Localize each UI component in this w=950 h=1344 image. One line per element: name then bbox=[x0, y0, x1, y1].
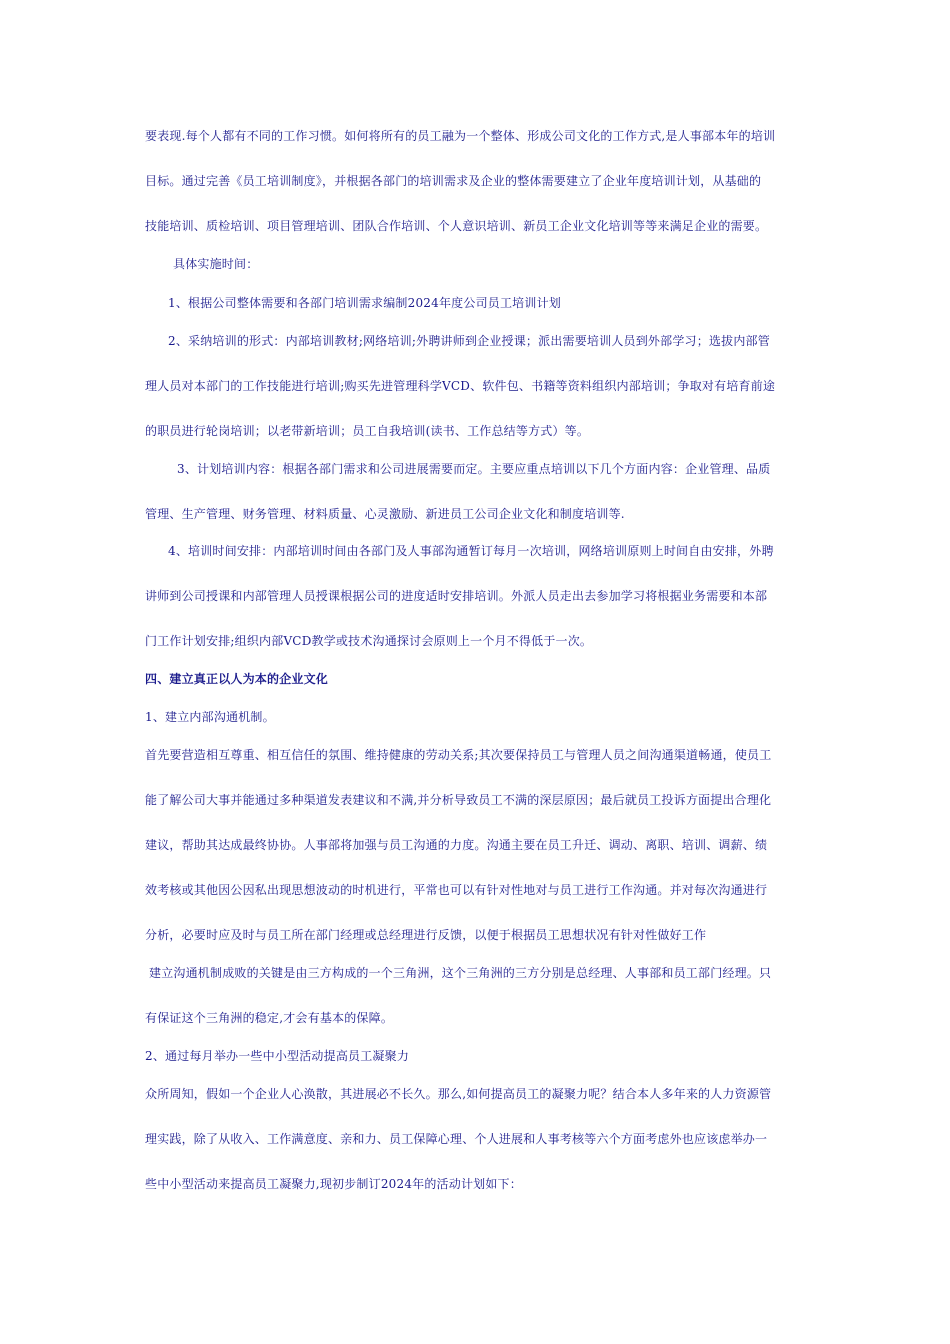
paragraph-line: 首先要营造相互尊重、相互信任的氛围、维持健康的劳动关系;其次要保持员工与管理人员之间沟通渠道畅通，使员工 bbox=[145, 748, 772, 762]
list-item: 4、培训时间安排：内部培训时间由各部门及人事部沟通暂订每月一次培训，网络培训原则上时间自由安排，外聘 bbox=[168, 544, 774, 558]
paragraph-line: 能了解公司大事并能通过多种渠道发表建议和不满,并分析导致员工不满的深层原因；最后就员工投诉方面提出合理化 bbox=[145, 793, 772, 807]
subsection-heading: 1、建立内部沟通机制。 bbox=[145, 710, 275, 724]
paragraph-line: 建立沟通机制成败的关键是由三方构成的一个三角洲，这个三角洲的三方分别是总经理、人事部和员工部门经理。只 bbox=[149, 966, 772, 980]
paragraph-line: 众所周知，假如一个企业人心涣散，其进展必不长久。那么,如何提高员工的凝聚力呢？结合本人多年来的人力资源管 bbox=[145, 1087, 772, 1101]
paragraph-line: 门工作计划安排;组织内部VCD教学或技术沟通探讨会原则上一个月不得低于一次。 bbox=[145, 634, 593, 648]
paragraph-line: 目标。通过完善《员工培训制度》，并根据各部门的培训需求及企业的整体需要建立了企业年度培训计划，从基础的 bbox=[145, 174, 762, 188]
paragraph-line: 分析，必要时应及时与员工所在部门经理或总经理进行反馈，以便于根据员工思想状况有针对性做好工作 bbox=[145, 928, 707, 942]
paragraph-line: 有保证这个三角洲的稳定,才会有基本的保障。 bbox=[145, 1011, 394, 1025]
paragraph-line: 理实践，除了从收入、工作满意度、亲和力、员工保障心理、个人进展和人事考核等六个方面考虑外也应该虑举办一 bbox=[145, 1132, 768, 1146]
paragraph-line: 管理、生产管理、财务管理、材料质量、心灵激励、新进员工公司企业文化和制度培训等. bbox=[145, 507, 625, 521]
section-label: 具体实施时间： bbox=[173, 257, 259, 271]
paragraph-line: 技能培训、质检培训、项目管理培训、团队合作培训、个人意识培训、新员工企业文化培训等等来满足企业的需要。 bbox=[145, 219, 768, 233]
paragraph-line: 要表现.每个人都有不同的工作习惯。如何将所有的员工融为一个整体、形成公司文化的工作方式,是人事部本年的培训 bbox=[145, 129, 776, 143]
section-heading: 四、建立真正以人为本的企业文化 bbox=[145, 672, 329, 686]
paragraph-line: 的职员进行轮岗培训；以老带新培训；员工自我培训(读书、工作总结等方式）等。 bbox=[145, 424, 590, 438]
paragraph-line: 理人员对本部门的工作技能进行培训;购买先进管理科学VCD、软件包、书籍等资料组织内部培训；争取对有培育前途 bbox=[145, 379, 776, 393]
paragraph-line: 建议，帮助其达成最终协协。人事部将加强与员工沟通的力度。沟通主要在员工升迁、调动、离职、培训、调薪、绩 bbox=[145, 838, 768, 852]
list-item: 3、计划培训内容：根据各部门需求和公司进展需要而定。主要应重点培训以下几个方面内容：企业管理、品质 bbox=[177, 462, 771, 476]
list-item: 2、采纳培训的形式：内部培训教材;网络培训;外聘讲师到企业授课；派出需要培训人员到外部学习；选拔内部管 bbox=[168, 334, 770, 348]
subsection-heading: 2、通过每月举办一些中小型活动提高员工凝聚力 bbox=[145, 1049, 410, 1063]
paragraph-line: 讲师到公司授课和内部管理人员授课根据公司的进度适时安排培训。外派人员走出去参加学习将根据业务需要和本部 bbox=[145, 589, 768, 603]
paragraph-line: 些中小型活动来提高员工凝聚力,现初步制订2024年的活动计划如下： bbox=[145, 1177, 522, 1191]
list-item: 1、根据公司整体需要和各部门培训需求编制2024年度公司员工培训计划 bbox=[168, 296, 561, 310]
paragraph-line: 效考核或其他因公因私出现思想波动的时机进行，平常也可以有针对性地对与员工进行工作沟通。并对每次沟通进行 bbox=[145, 883, 768, 897]
